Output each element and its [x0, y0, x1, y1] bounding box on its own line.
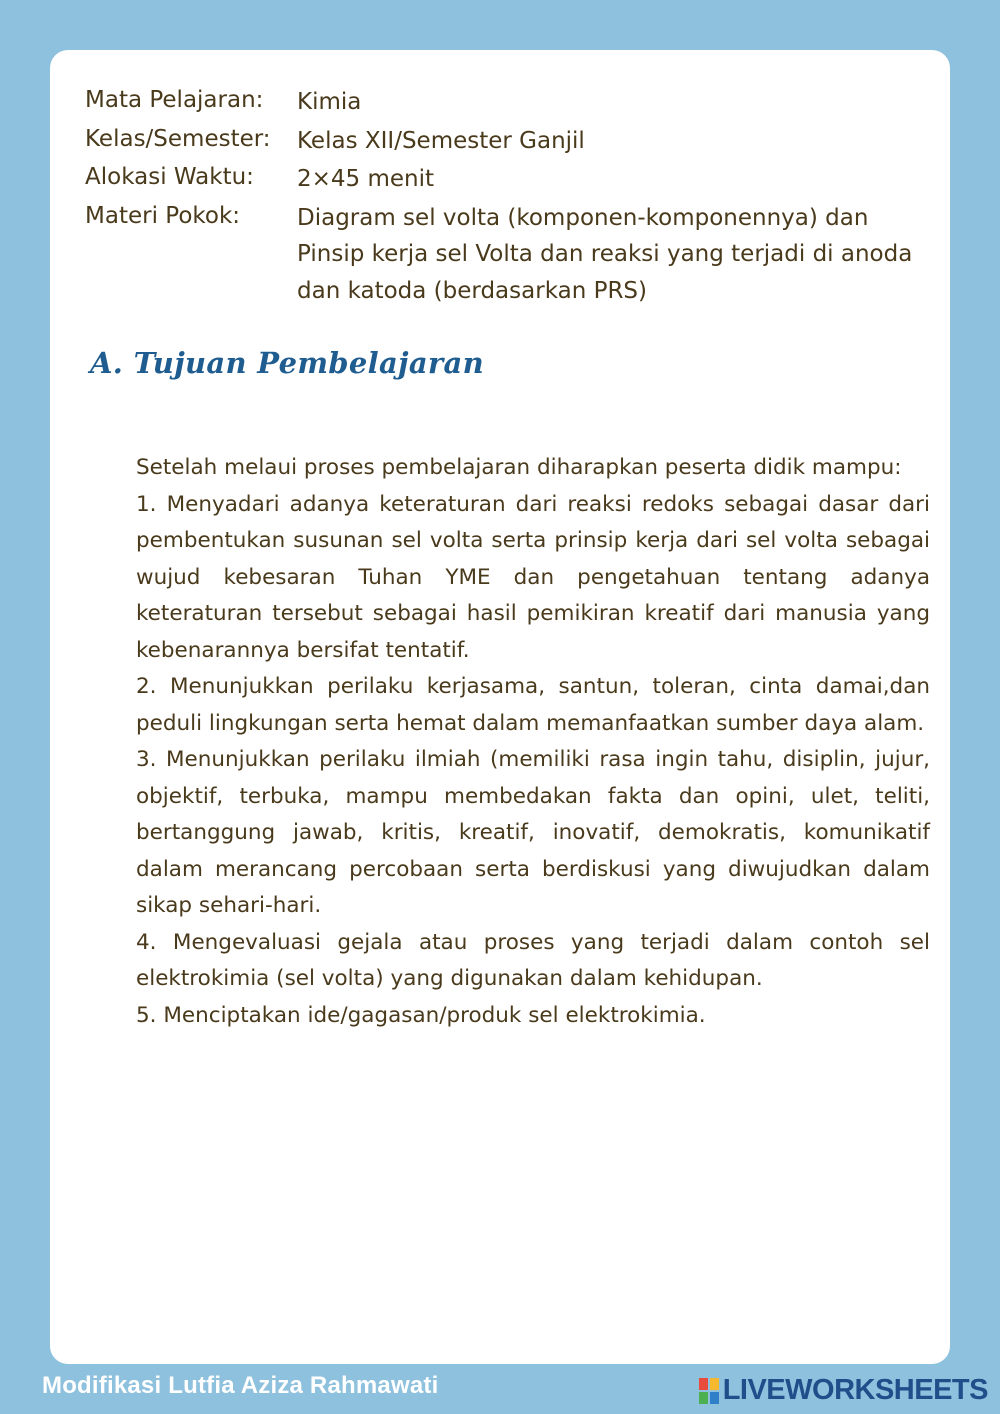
liveworksheets-brand[interactable]: [698, 1374, 988, 1407]
liveworksheets-logo-icon: [698, 1377, 720, 1405]
info-value: Kimia: [297, 89, 362, 115]
info-row-class: [85, 121, 915, 160]
objective-item: 1. Menyadari adanya keteraturan dari reaksi redoks sebagai dasar dari pembentukan susunan sel volta serta prinsip kerja dari sel volta sebagai wujud kebesaran Tuhan YME dan pengetahuan tentang adanya keteraturan tersebut sebagai hasil pemikiran kreatif dari manusia yang kebenarannya bersifat tentatif.: [136, 491, 930, 663]
author-credit: Modifikasi Lutfia Aziza Rahmawati: [42, 1372, 439, 1399]
info-label: Alokasi Waktu:: [85, 164, 254, 190]
lesson-info: [85, 82, 915, 309]
learning-objectives: [136, 450, 930, 1034]
info-label: Mata Pelajaran:: [85, 87, 264, 113]
info-row-topic: [85, 198, 915, 310]
info-value: Diagram sel volta (komponen-komponennya) dan Pinsip kerja sel Volta dan reaksi yang terjadi di anoda dan katoda (berdasarkan PRS): [297, 204, 913, 304]
section-title: A. Tujuan Pembelajaran: [90, 346, 484, 380]
objective-item: 5. Menciptakan ide/gagasan/produk sel elektrokimia.: [136, 1002, 706, 1028]
objectives-intro: Setelah melaui proses pembelajaran diharapkan peserta didik mampu:: [136, 455, 902, 480]
info-label: Kelas/Semester:: [85, 125, 271, 152]
objective-item: 4. Mengevaluasi gejala atau proses yang terjadi dalam contoh sel elektrokimia (sel volta) yang digunakan dalam kehidupan.: [136, 929, 930, 991]
worksheet-card: [50, 50, 950, 1364]
objective-item: 2. Menunjukkan perilaku kerjasama, santun, toleran, cinta damai,dan peduli lingkungan serta hemat dalam memanfaatkan sumber daya alam.: [136, 674, 930, 736]
info-row-time: [85, 159, 915, 198]
brand-name: LIVEWORKSHEETS: [722, 1374, 988, 1406]
objective-item: 3. Menunjukkan perilaku ilmiah (memiliki rasa ingin tahu, disiplin, jujur, objektif, terbuka, mampu membedakan fakta dan opini, ulet, teliti, bertanggung jawab, kritis, kreatif, inovatif, demokratis, komunikatif dalam merancang percobaan serta berdiskusi yang diwujudkan dalam sikap sehari-hari.: [136, 747, 930, 918]
info-value: 2×45 menit: [297, 166, 435, 192]
info-value: Kelas XII/Semester Ganjil: [297, 127, 585, 154]
info-label: Materi Pokok:: [85, 202, 241, 229]
info-row-subject: [85, 82, 915, 121]
